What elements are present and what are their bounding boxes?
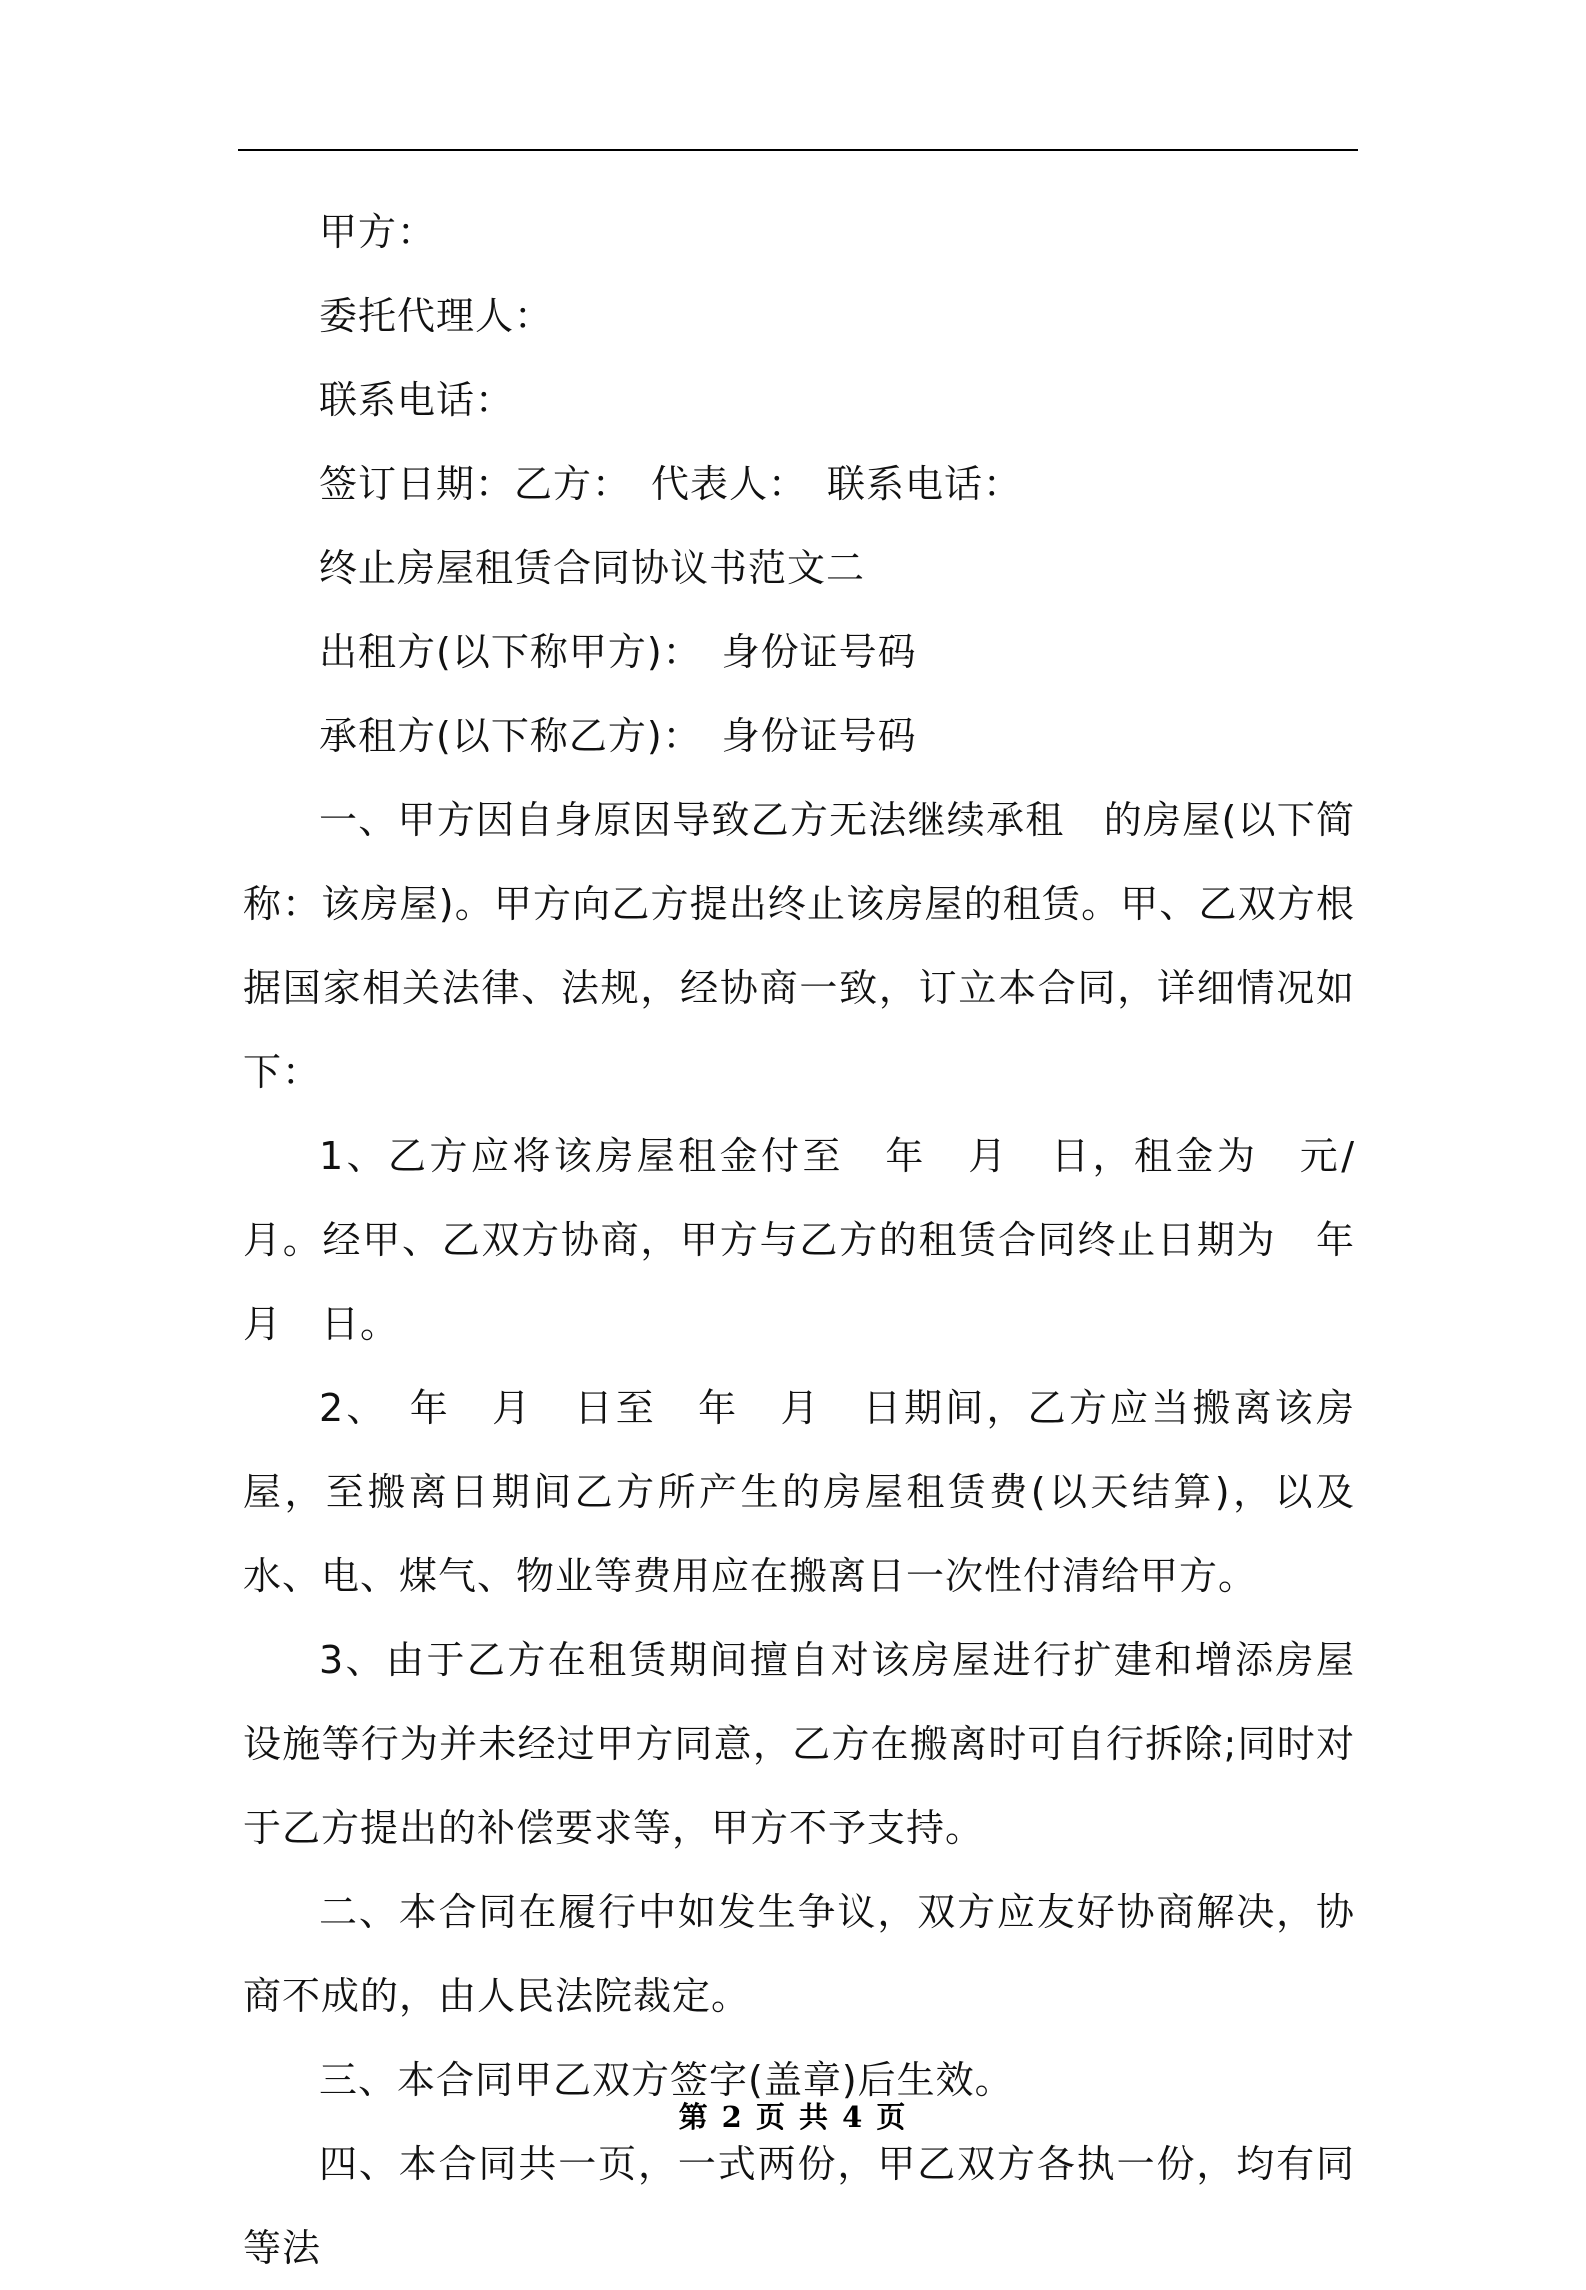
document-title: 终止房屋租赁合同协议书范文二 <box>319 546 866 590</box>
agent-label: 委托代理人： <box>319 294 554 338</box>
lessee-line: 承租方(以下称乙方)： 身份证号码 <box>319 714 917 758</box>
clause-one-item-1: 1、乙方应将该房屋租金付至 年 月 日，租金为 元/月。经甲、乙双方协商，甲方与乙方的租赁合同终止日期为 年 月 日。 <box>243 1134 1395 1346</box>
clause-one-item-2: 2、 年 月 日至 年 月 日期间，乙方应当搬离该房屋，至搬离日期间乙方所产生的房屋租赁费(以天结算)，以及水、电、煤气、物业等费用应在搬离日一次性付清给甲方。 <box>243 1386 1355 1598</box>
party-a-label: 甲方： <box>319 210 437 254</box>
clause-three: 三、本合同甲乙双方签字(盖章)后生效。 <box>319 2058 1014 2102</box>
clause-one-item-3: 3、由于乙方在租赁期间擅自对该房屋进行扩建和增添房屋设施等行为并未经过甲方同意，乙方在搬离时可自行拆除;同时对于乙方提出的补偿要求等，甲方不予支持。 <box>243 1638 1355 1850</box>
clause-four: 四、本合同共一页，一式两份，甲乙双方各执一份，均有同等法 <box>243 2142 1355 2270</box>
phone-label: 联系电话： <box>319 378 515 422</box>
clause-one: 一、甲方因自身原因导致乙方无法继续承租 的房屋(以下简称：该房屋)。甲方向乙方提出终止该房屋的租赁。甲、乙双方根据国家相关法律、法规，经协商一致，订立本合同，详细情况如下： <box>243 798 1355 1094</box>
document-body <box>243 190 1395 2290</box>
header-rule <box>238 149 1358 151</box>
page-number: 第 2 页 共 4 页 <box>678 2100 908 2134</box>
lessor-line: 出租方(以下称甲方)： 身份证号码 <box>319 630 917 674</box>
signing-line: 签订日期：乙方： 代表人： 联系电话： <box>319 462 1023 506</box>
clause-two: 二、本合同在履行中如发生争议，双方应友好协商解决，协商不成的，由人民法院裁定。 <box>243 1890 1355 2018</box>
